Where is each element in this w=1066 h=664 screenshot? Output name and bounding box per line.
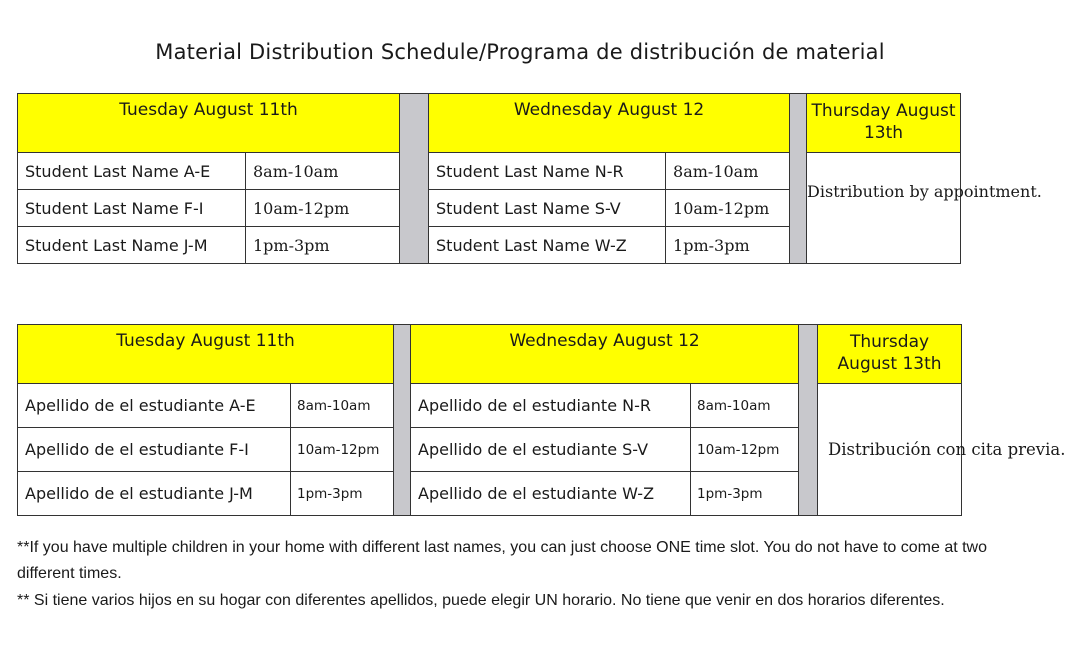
- last-name-range: Student Last Name N-R: [429, 153, 666, 190]
- time-slot: 1pm-3pm: [666, 227, 790, 264]
- schedule-table-english: [17, 93, 1042, 264]
- thursday-header: Thursday August 13th: [807, 94, 961, 153]
- time-slot: 10am-12pm: [691, 428, 799, 472]
- time-slot: 10am-12pm: [246, 190, 400, 227]
- time-slot: 8am-10am: [691, 384, 799, 428]
- time-slot: 8am-10am: [666, 153, 790, 190]
- last-name-range: Student Last Name J-M: [18, 227, 246, 264]
- schedule-table-spanish: [17, 324, 1066, 516]
- table-row: [18, 153, 961, 190]
- tuesday-header: Tuesday August 11th: [18, 325, 394, 384]
- last-name-range: Student Last Name F-I: [18, 190, 246, 227]
- time-slot: 8am-10am: [246, 153, 400, 190]
- time-slot: 10am-12pm: [666, 190, 790, 227]
- wednesday-header: Wednesday August 12: [429, 94, 790, 153]
- note-spanish: ** Si tiene varios hijos en su hogar con diferentes apellidos, puede elegir UN horario. No tiene que venir en dos horarios diferentes.: [17, 592, 945, 609]
- last-name-range: Apellido de el estudiante S-V: [411, 428, 691, 472]
- last-name-range: Apellido de el estudiante N-R: [411, 384, 691, 428]
- thursday-note: [818, 384, 1066, 516]
- wednesday-header: Wednesday August 12: [411, 325, 799, 384]
- note-english: **If you have multiple children in your home with different last names, you can just choose ONE time slot. You do not have to come at two different times.: [17, 539, 988, 582]
- last-name-range: Apellido de el estudiante A-E: [18, 384, 291, 428]
- column-separator: [790, 94, 807, 264]
- time-slot: 1pm-3pm: [691, 472, 799, 516]
- column-separator: [799, 325, 818, 516]
- last-name-range: Apellido de el estudiante F-I: [18, 428, 291, 472]
- column-separator: [400, 94, 429, 264]
- thursday-note-text: Distribution by appointment.: [807, 182, 1042, 201]
- time-slot: 1pm-3pm: [246, 227, 400, 264]
- last-name-range: Apellido de el estudiante J-M: [18, 472, 291, 516]
- last-name-range: Student Last Name S-V: [429, 190, 666, 227]
- last-name-range: Apellido de el estudiante W-Z: [411, 472, 691, 516]
- page-title: Material Distribution Schedule/Programa de distribución de material: [155, 40, 885, 64]
- thursday-note-text: Distribución con cita previa.: [828, 439, 1066, 459]
- last-name-range: Student Last Name W-Z: [429, 227, 666, 264]
- thursday-note: [807, 153, 1042, 264]
- time-slot: 1pm-3pm: [291, 472, 394, 516]
- time-slot: 10am-12pm: [291, 428, 394, 472]
- last-name-range: Student Last Name A-E: [18, 153, 246, 190]
- table-row: [18, 384, 962, 428]
- thursday-header: Thursday August 13th: [818, 325, 962, 384]
- column-separator: [394, 325, 411, 516]
- tuesday-header: Tuesday August 11th: [18, 94, 400, 153]
- time-slot: 8am-10am: [291, 384, 394, 428]
